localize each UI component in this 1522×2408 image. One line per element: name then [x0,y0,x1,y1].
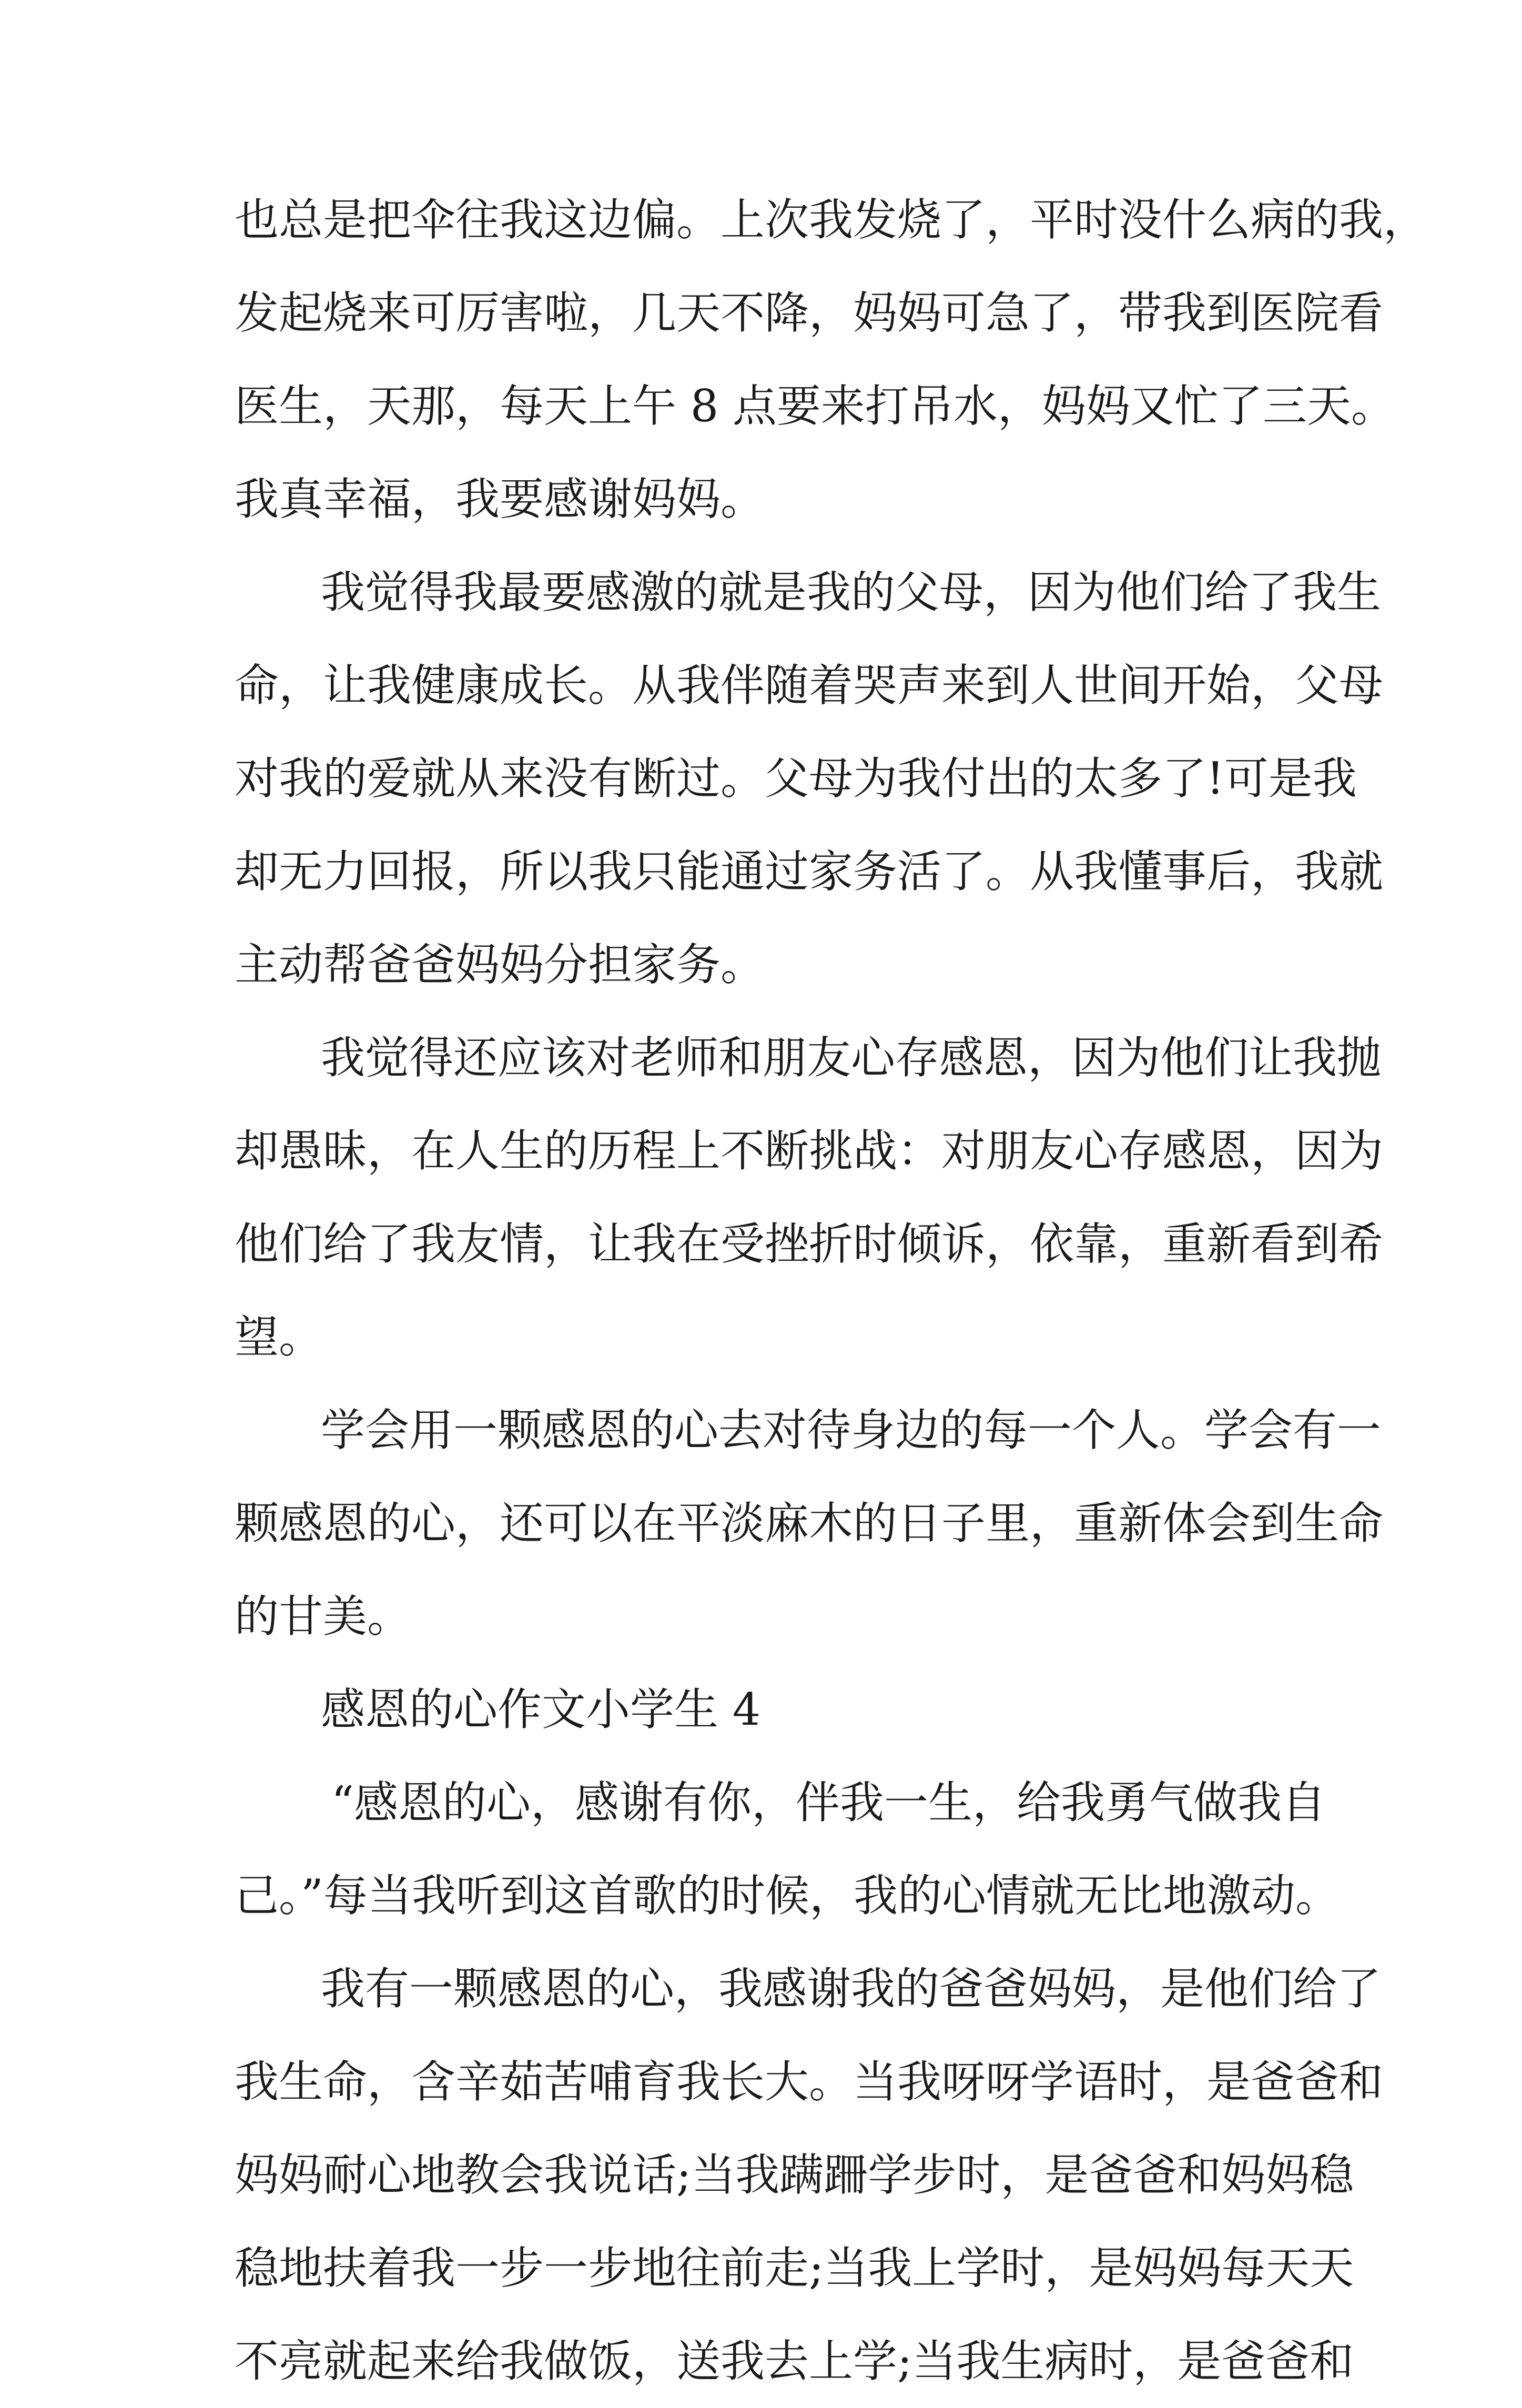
paragraph-first-line: “感恩的心，感谢有你，伴我一生，给我勇气做我自 [331,1777,1326,1828]
text-line: 却愚昧，在人生的历程上不断挑战：对朋友心存感恩，因为 [235,1125,1384,1177]
text-line: 己。”每当我听到这首歌的时候，我的心情就无比地激动。 [235,1870,1340,1921]
paragraph-first-line: 我有一颗感恩的心，我感谢我的爸爸妈妈，是他们给了 [321,1963,1382,2015]
text-line: 医生，天那，每天上午 8 点要来打吊水，妈妈又忙了三天。 [235,380,1395,432]
text-line: 发起烧来可厉害啦，几天不降，妈妈可急了，带我到医院看 [235,287,1384,339]
text-line: 稳地扶着我一步一步地往前走;当我上学时，是妈妈每天天 [235,2242,1354,2294]
text-line: 妈妈耐心地教会我说话;当我蹒跚学步时，是爸爸和妈妈稳 [235,2149,1354,2201]
text-line: 主动帮爸爸妈妈分担家务。 [235,939,765,990]
text-line: 不亮就起来给我做饭，送我去上学;当我生病时，是爸爸和 [235,2335,1354,2387]
text-line: 的甘美。 [235,1591,412,1642]
paragraph-first-line: 我觉得我最要感激的就是我的父母，因为他们给了我生 [321,566,1382,618]
section-heading: 感恩的心作文小学生 4 [321,1684,761,1735]
text-line: 望。 [235,1311,323,1363]
text-line: 却无力回报，所以我只能通过家务活了。从我懂事后，我就 [235,846,1384,897]
text-line: 对我的爱就从来没有断过。父母为我付出的太多了!可是我 [235,753,1357,804]
text-line: 命，让我健康成长。从我伴随着哭声来到人世间开始，父母 [235,660,1384,711]
text-line: 他们给了我友情，让我在受挫折时倾诉，依靠，重新看到希 [235,1218,1384,1270]
text-line: 我真幸福，我要感谢妈妈。 [235,473,765,525]
text-line: 也总是把伞往我这边偏。上次我发烧了，平时没什么病的我， [235,194,1428,246]
paragraph-first-line: 我觉得还应该对老师和朋友心存感恩，因为他们让我抛 [321,1032,1382,1084]
text-line: 颗感恩的心，还可以在平淡麻木的日子里，重新体会到生命 [235,1498,1384,1549]
paragraph-first-line: 学会用一颗感恩的心去对待身边的每一个人。学会有一 [321,1404,1382,1456]
text-line: 我生命，含辛茹苦哺育我长大。当我呀呀学语时，是爸爸和 [235,2056,1384,2108]
essay-body [235,174,1428,2408]
